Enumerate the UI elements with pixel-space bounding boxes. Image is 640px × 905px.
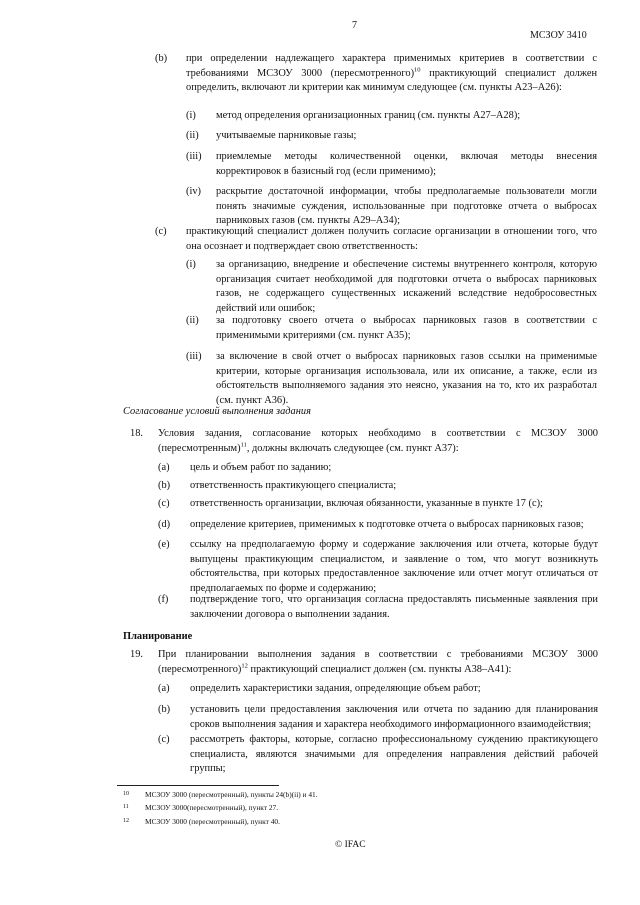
document-code: МСЗОУ 3410 xyxy=(530,30,587,41)
item-text: ответственность организации, включая обязанности, указанные в пункте 17 (c); xyxy=(190,498,543,509)
paragraph-number: 18. xyxy=(130,428,143,439)
subitem-label: (iii) xyxy=(186,151,202,162)
subitem-label: (i) xyxy=(186,259,196,270)
subitem-text: приемлемые методы количественной оценки, включая методы внесения корректировок в базисный год (если применимо); xyxy=(216,151,597,177)
paragraph-number: 19. xyxy=(130,649,143,660)
item-text: установить цели предоставления заключения или отчета по заданию для планирования сроков выполнения задания и характера необходимого информационного взаимодействия; xyxy=(190,704,598,730)
subitem-label: (ii) xyxy=(186,130,199,141)
item-label: (c) xyxy=(155,226,167,237)
paragraph-text xyxy=(158,648,598,677)
subitem-text: учитываемые парниковые газы; xyxy=(216,130,357,141)
paragraph-text: практикующий специалист должен получить согласие организации в отношении того, что она осознает и подтверждает свою ответственность: xyxy=(186,226,597,252)
footnote-ref: 10 xyxy=(414,66,421,74)
paragraph-text-part: При планировании выполнения задания в соответствии с требованиями МСЗОУ 3000 (пересмотренного) xyxy=(158,649,598,675)
subitem-text: за организацию, внедрение и обеспечение системы внутреннего контроля, которую организация считает необходимой для подготовки отчета о выбросах парниковых газов, не содержащего существенных искажений вследствие недобросовестных действий или ошибок; xyxy=(216,259,597,314)
footnote-number: 10 xyxy=(123,791,129,797)
item-label: (a) xyxy=(158,462,170,473)
item-text: определение критериев, применимых к подготовке отчета о выбросах парниковых газов; xyxy=(190,519,584,530)
footnote-number: 12 xyxy=(123,818,129,824)
item-text: цель и объем работ по заданию; xyxy=(190,462,332,473)
paragraph-text-part: , должны включать следующее (см. пункт A37): xyxy=(246,442,459,454)
subitem-text: за включение в свой отчет о выбросах парниковых газов ссылки на применимые критерии, которые организация использовала, или их описание, а также, если из обстоятельств выполняемого задания это неясно, указания на то, кто их разработал (см. пункт A36). xyxy=(216,351,597,406)
item-label: (b) xyxy=(158,704,171,715)
item-label: (c) xyxy=(158,734,170,745)
footnote-text: МСЗОУ 3000(пересмотренный), пункт 27. xyxy=(145,803,279,812)
paragraph-text-part: при определении надлежащего характера применимых критериев в соответствии с требованиями МСЗОУ 3000 (пересмотренного) xyxy=(186,53,597,79)
subitem-label: (iii) xyxy=(186,351,202,362)
section-heading: Планирование xyxy=(123,631,193,642)
paragraph-text xyxy=(158,427,598,456)
footnote-ref: 12 xyxy=(241,662,248,670)
paragraph-text-part: практикующий специалист должен определить, включают ли критерии как минимум следующее (см. пункты A23–A26): xyxy=(186,67,597,93)
subitem-text: раскрытие достаточной информации, чтобы предполагаемые пользователи могли понять значимые суждения, использованные при подготовке отчета о выбросах парниковых газов (см. пункты A29–A34); xyxy=(216,186,597,226)
item-label: (b) xyxy=(158,480,171,491)
paragraph-text-part: практикующий специалист должен (см. пункты A38–A41): xyxy=(247,663,512,675)
subitem-text: за подготовку своего отчета о выбросах парниковых газов в соответствии с применимыми критериями (см. пункт A35); xyxy=(216,315,597,341)
subitem-label: (i) xyxy=(186,110,196,121)
subitem-text: метод определения организационных границ (см. пункты A27–A28); xyxy=(216,110,521,121)
subitem-label: (iv) xyxy=(186,186,202,197)
item-text: рассмотреть факторы, которые, согласно профессиональному суждению практикующего специалиста, являются значимыми для определения направления действий рабочей группы; xyxy=(190,734,598,774)
section-heading: Согласование условий выполнения задания xyxy=(123,406,311,417)
item-label: (b) xyxy=(155,53,168,64)
item-text: подтверждение того, что организация согласна предоставлять письменные заявления при заключении договора о выполнении задания. xyxy=(190,594,598,620)
item-label: (f) xyxy=(158,594,169,605)
footnote-text: МСЗОУ 3000 (пересмотренный), пункт 40. xyxy=(145,817,280,826)
footnote-ref: 11 xyxy=(240,441,247,449)
footnote-text: МСЗОУ 3000 (пересмотренный), пункты 24(b)(ii) и 41. xyxy=(145,790,318,799)
item-text: ссылку на предполагаемую форму и содержание заключения или отчета, которые будут выпущены практикующим специалистом, и заявление о том, что могут возникнуть обстоятельства, при которых предоставленное заключение или отчет могут отличаться от предполагаемых по форме и содержанию; xyxy=(190,539,598,594)
item-text: ответственность практикующего специалиста; xyxy=(190,480,397,491)
item-text: определить характеристики задания, определяющие объем работ; xyxy=(190,683,481,694)
item-label: (e) xyxy=(158,539,170,550)
page-number: 7 xyxy=(352,20,357,31)
paragraph-text-part: Условия задания, согласование которых необходимо в соответствии с МСЗОУ 3000 (пересмотренным) xyxy=(158,428,598,454)
footnote-number: 11 xyxy=(123,804,129,810)
paragraph-text xyxy=(186,52,597,96)
item-label: (a) xyxy=(158,683,170,694)
item-label: (c) xyxy=(158,498,170,509)
footnote-separator xyxy=(117,785,279,786)
subitem-label: (ii) xyxy=(186,315,199,326)
item-label: (d) xyxy=(158,519,171,530)
footer-copyright: © IFAC xyxy=(335,840,366,850)
